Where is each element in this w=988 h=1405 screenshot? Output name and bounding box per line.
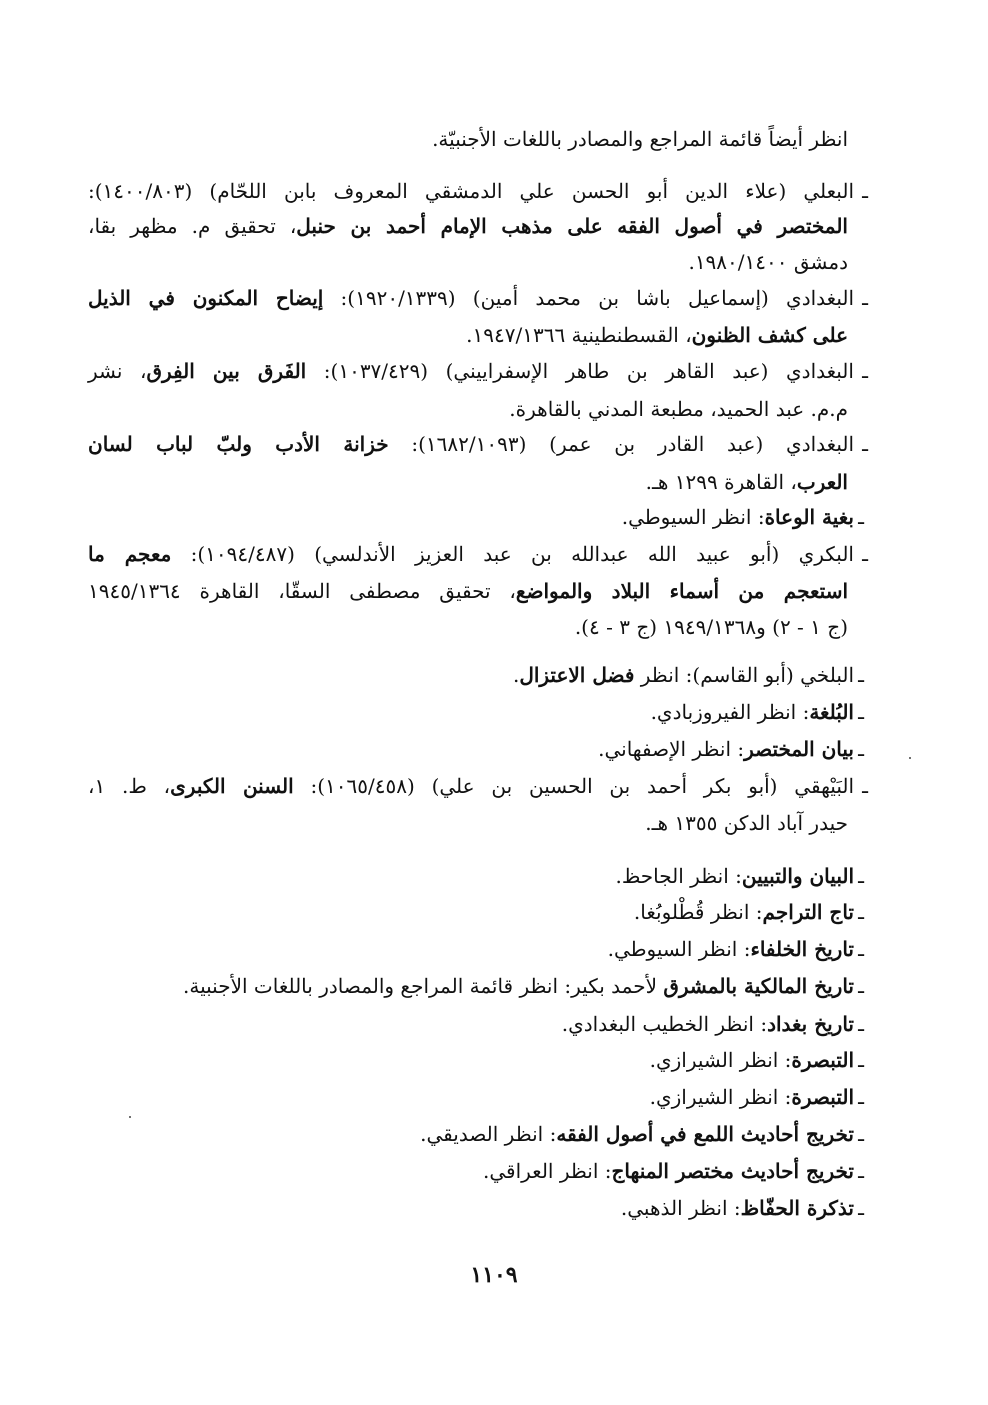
entry-text: ، تحقيق مصطفى السقّا، القاهرة ١٩٤٥/١٣٦٤ <box>88 579 516 603</box>
entry-dash: ـ <box>858 1196 864 1220</box>
entry-dash: ـ <box>858 974 864 998</box>
title-text: تخريج أحاديث اللمع في أصول الفقه <box>556 1122 854 1146</box>
entry-text: : انظر الفيروزبادي. <box>650 700 810 724</box>
intro-note: انظر أيضاً قائمة المراجع والمصادر باللغات الأجنبيّة. <box>432 127 848 151</box>
entry-continuation <box>646 467 848 497</box>
entry-text: ، ط. ١، <box>88 774 171 798</box>
title-text: تاريخ بغداد <box>767 1012 854 1036</box>
title-text: بيان المختصر <box>744 737 854 761</box>
entry-text: البلخي (أبو القاسم): انظر <box>634 663 854 687</box>
entry-dash: ـ <box>858 864 864 888</box>
title-text: التبصرة <box>791 1085 854 1109</box>
page-number: ١١٠٩ <box>470 1262 518 1288</box>
entry-line <box>420 1119 868 1149</box>
entry-text: ، تحقيق م. مظهر بقا، <box>88 214 297 238</box>
entry-text: دمشق ١٩٨٠/١٤٠٠. <box>688 250 848 274</box>
entry-text: البغدادي (عبد القادر بن عمر) (١٦٨٢/١٠٩٣): <box>388 432 854 456</box>
entry-line <box>650 1082 868 1112</box>
entry-text: ، القاهرة ١٢٩٩ هـ. <box>645 470 797 494</box>
entry-line <box>615 861 868 891</box>
entry-line <box>183 971 868 1001</box>
title-text: استعجم من أسماء البلاد والمواضع <box>515 579 849 603</box>
title-text: البُلغة <box>809 700 854 724</box>
entry-text: : انظر الشيرازي. <box>649 1085 792 1109</box>
entry-text: : انظر السيوطي. <box>607 937 751 961</box>
entry-dash: ـ <box>862 774 869 798</box>
entry-line <box>650 1045 868 1075</box>
entry-continuation <box>88 211 848 241</box>
title-text: إيضاح المكنون في الذيل <box>88 286 324 310</box>
entry-text: : انظر الشيرازي. <box>649 1048 792 1072</box>
entry-dash: ـ <box>858 1085 864 1109</box>
entry-text: : انظر الخطيب البغدادي. <box>561 1012 768 1036</box>
entry-dash: ـ <box>858 505 864 529</box>
entry-text: البعلي (علاء الدين أبو الحسن علي الدمشقي المعروف بابن اللحّام) (١٤٠٠/٨٠٣): <box>88 179 854 203</box>
entry-dash: ـ <box>862 542 868 566</box>
entry-line <box>88 176 868 206</box>
scan-speck <box>909 757 911 759</box>
entry-continuation <box>466 320 848 350</box>
entry-text: حيدر آباد الدكن ١٣٥٥ هـ. <box>645 811 848 835</box>
entry-text: : انظر الذهبي. <box>620 1196 741 1220</box>
title-text: تذكرة الحفّاظ <box>740 1196 854 1220</box>
entry-line <box>651 697 868 727</box>
entry-text: : انظر العراقي. <box>482 1159 612 1183</box>
entry-text: : انظر الإصفهاني. <box>598 737 745 761</box>
entry-text: لأحمد بكير: انظر قائمة المراجع والمصادر باللغات الأجنبية. <box>183 974 664 998</box>
title-text: تاريخ الخلفاء <box>750 937 854 961</box>
entry-dash: ـ <box>858 700 864 724</box>
entry-line <box>88 771 868 801</box>
entry-dash: ـ <box>862 286 869 310</box>
entry-dash: ـ <box>858 900 864 924</box>
entry-text: البكري (أبو عبيد الله عبدالله بن عبد العزيز الأندلسي) (١٠٩٤/٤٨٧): <box>171 542 854 566</box>
entry-dash: ـ <box>858 1122 864 1146</box>
entry-text: ، القسطنطينية ١٩٤٧/١٣٦٦. <box>466 323 692 347</box>
entry-line <box>88 356 868 386</box>
entry-text: البغدادي (إسماعيل باشا بن محمد أمين) (١٩٢٠/١٣٣٩): <box>323 286 855 310</box>
title-text: خزانة الأدب ولبّ لباب لسان <box>88 432 389 456</box>
entry-line <box>483 1156 868 1186</box>
entry-text: : انظر قُطْلوبُغا. <box>633 900 763 924</box>
entry-text: : انظر الصديقي. <box>420 1122 557 1146</box>
title-text: تاج التراجم <box>762 900 854 924</box>
entry-dash: ـ <box>858 1159 864 1183</box>
entry-text: البغدادي (عبد القاهر بن طاهر الإسفراييني) (١٠٣٧/٤٢٩): <box>306 359 854 383</box>
entry-line <box>621 1193 868 1223</box>
title-text: بغية الوعاة <box>764 505 854 529</box>
entry-line <box>608 934 868 964</box>
entry-dash: ـ <box>858 737 864 761</box>
entry-dash: ـ <box>858 937 864 961</box>
entry-line <box>562 1009 868 1039</box>
title-text: تاريخ المالكية بالمشرق <box>663 974 854 998</box>
entry-dash: ـ <box>862 179 868 203</box>
entry-continuation <box>575 612 848 642</box>
title-text: معجم ما <box>88 542 172 566</box>
entry-line <box>513 660 868 690</box>
entry-continuation <box>509 394 848 424</box>
entry-continuation <box>645 808 848 838</box>
title-text: فضل الاعتزال <box>519 663 635 687</box>
entry-continuation <box>88 576 848 606</box>
entry-line <box>622 502 868 532</box>
title-text: العرب <box>796 470 848 494</box>
entry-line <box>634 897 868 927</box>
title-text: البيان والتبيين <box>741 864 854 888</box>
title-text: تخريج أحاديث مختصر المنهاج <box>611 1159 854 1183</box>
title-text: على كشف الظنون <box>691 323 848 347</box>
entry-text: م.م. عبد الحميد، مطبعة المدني بالقاهرة. <box>509 397 848 421</box>
title-text: الفَرق بين الفِرق <box>146 359 307 383</box>
entry-dash: ـ <box>858 663 864 687</box>
entry-text: البَيْهقي (أبو بكر أحمد بن الحسين بن علي) (١٠٦٥/٤٥٨): <box>293 774 855 798</box>
entry-line <box>88 539 868 569</box>
entry-text: ، نشر <box>88 359 147 383</box>
title-text: التبصرة <box>791 1048 854 1072</box>
scan-speck <box>129 1116 131 1118</box>
entry-line <box>598 734 868 764</box>
entry-line <box>88 283 868 313</box>
entry-line <box>88 429 868 459</box>
entry-text: : انظر السيوطي. <box>621 505 765 529</box>
entry-dash: ـ <box>862 432 868 456</box>
entry-dash: ـ <box>858 1048 864 1072</box>
entry-text: (ج ١ - ٢) و١٩٤٩/١٣٦٨ (ج ٣ - ٤). <box>574 615 848 639</box>
entry-continuation <box>688 247 848 277</box>
title-text: السنن الكبرى <box>170 774 294 798</box>
entry-dash: ـ <box>862 359 868 383</box>
entry-text: : انظر الجاحظ. <box>615 864 742 888</box>
entry-dash: ـ <box>858 1012 864 1036</box>
title-text: المختصر في أصول الفقه على مذهب الإمام أحمد بن حنبل <box>296 214 848 238</box>
entry-text: . <box>512 663 520 687</box>
